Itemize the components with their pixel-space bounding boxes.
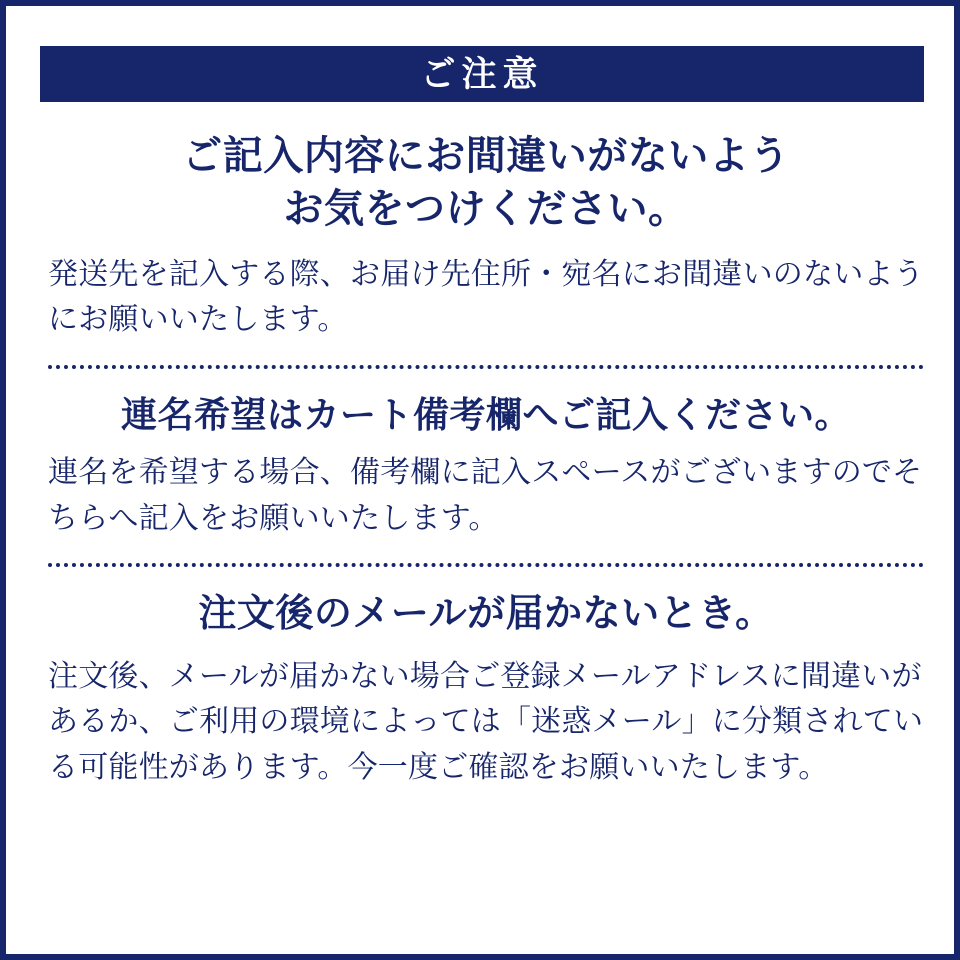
section-body: 発送先を記入する際、お届け先住所・宛名にお間違いのないようにお願いいたします。 (48, 257, 924, 337)
notice-section-entry-check (48, 130, 924, 343)
notice-header-band (40, 46, 924, 102)
page-title: ご注意 (420, 54, 544, 94)
notice-section-mail-not-received (48, 589, 924, 790)
section-heading: 連名希望はカート備考欄へご記入ください。 (120, 393, 851, 435)
section-body: 注文後、メールが届かない場合ご登録メールアドレスに間違いがあるか、ご利用の環境によっては「迷惑メール」に分類されている可能性があります。今一度ご確認をお願いいたします。 (48, 659, 924, 784)
section-heading (48, 130, 924, 236)
notice-content (48, 124, 924, 790)
section-body: 連名を希望する場合、備考欄に記入スペースがございますのでそちらへ記入をお願いいたします。 (48, 456, 923, 535)
section-divider (48, 563, 924, 567)
section-divider (48, 365, 924, 369)
section-heading-line-1: ご記入内容にお間違いがないよう (182, 134, 790, 178)
section-heading-line-2: お気をつけください。 (283, 186, 689, 231)
notice-section-joint-name (48, 391, 924, 542)
section-heading: 注文後のメールが届かないとき。 (198, 593, 774, 636)
